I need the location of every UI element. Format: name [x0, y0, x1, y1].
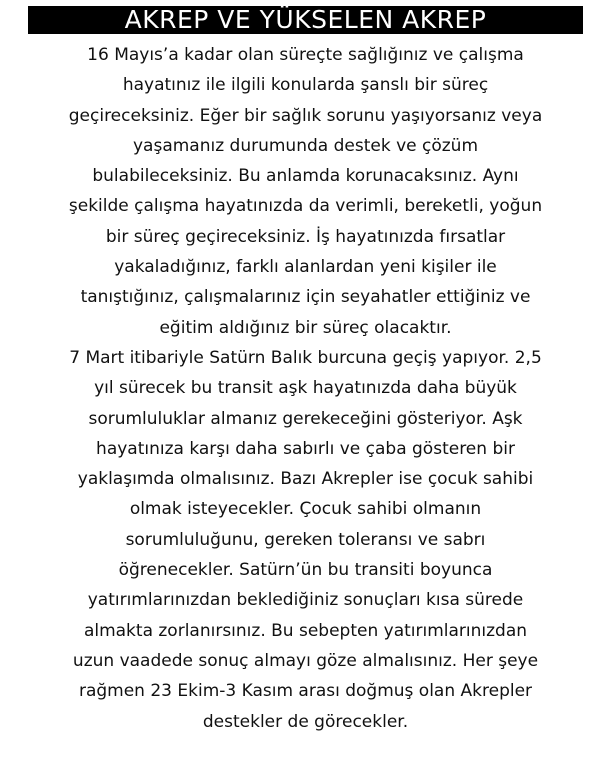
text-line: olmak isteyecekler. Çocuk sahibi olmanın	[129, 499, 482, 520]
text-line: destekler de görecekler.	[202, 711, 409, 732]
horoscope-body	[0, 40, 611, 737]
text-line: almakta zorlanırsınız. Bu sebepten yatırımlarınızdan	[83, 620, 528, 641]
text-line: bir süreç geçireceksiniz. İş hayatınızda fırsatlar	[105, 226, 506, 247]
paragraph-health-work	[4, 40, 607, 343]
text-line: rağmen 23 Ekim-3 Kasım arası doğmuş olan Akrepler	[78, 681, 533, 702]
text-line: yıl sürecek bu transit aşk hayatınızda daha büyük	[94, 378, 517, 399]
text-line: yaklaşımda olmalısınız. Bazı Akrepler ise çocuk sahibi	[77, 469, 534, 490]
page-title: AKREP VE YÜKSELEN AKREP	[124, 5, 487, 34]
text-line: geçireceksiniz. Eğer bir sağlık sorunu yaşıyorsanız veya	[68, 105, 543, 126]
title-banner	[28, 6, 583, 34]
text-line: hayatınız ile ilgili konularda şanslı bir süreç	[122, 75, 489, 96]
text-line: şekilde çalışma hayatınızda da verimli, bereketli, yoğun	[68, 196, 543, 217]
text-line: yakaladığınız, farklı alanlardan yeni kişiler ile	[114, 257, 497, 278]
text-line: eğitim aldığınız bir süreç olacaktır.	[159, 317, 452, 338]
paragraph-saturn-transit	[4, 343, 607, 737]
text-line: bulabileceksiniz. Bu anlamda korunacaksınız. Aynı	[92, 166, 519, 187]
text-line: sorumluluğunu, gereken toleransı ve sabrı	[125, 529, 486, 550]
text-line: tanıştığınız, çalışmalarınız için seyahatler ettiğiniz ve	[80, 287, 531, 308]
text-line: uzun vaadede sonuç almayı göze almalısınız. Her şeye	[72, 650, 539, 671]
text-line: yatırımlarınızdan beklediğiniz sonuçları kısa sürede	[87, 590, 524, 611]
text-line: yaşamanız durumunda destek ve çözüm	[132, 135, 478, 156]
text-line: sorumluluklar almanız gerekeceğini gösteriyor. Aşk	[88, 408, 523, 429]
text-line: 7 Mart itibariyle Satürn Balık burcuna geçiş yapıyor. 2,5	[69, 347, 542, 368]
text-line: 16 Mayıs’a kadar olan süreçte sağlığınız ve çalışma	[87, 45, 524, 65]
text-line: öğrenecekler. Satürn’ün bu transiti boyunca	[118, 560, 493, 581]
text-line: hayatınıza karşı daha sabırlı ve çaba gösteren bir	[96, 438, 515, 459]
